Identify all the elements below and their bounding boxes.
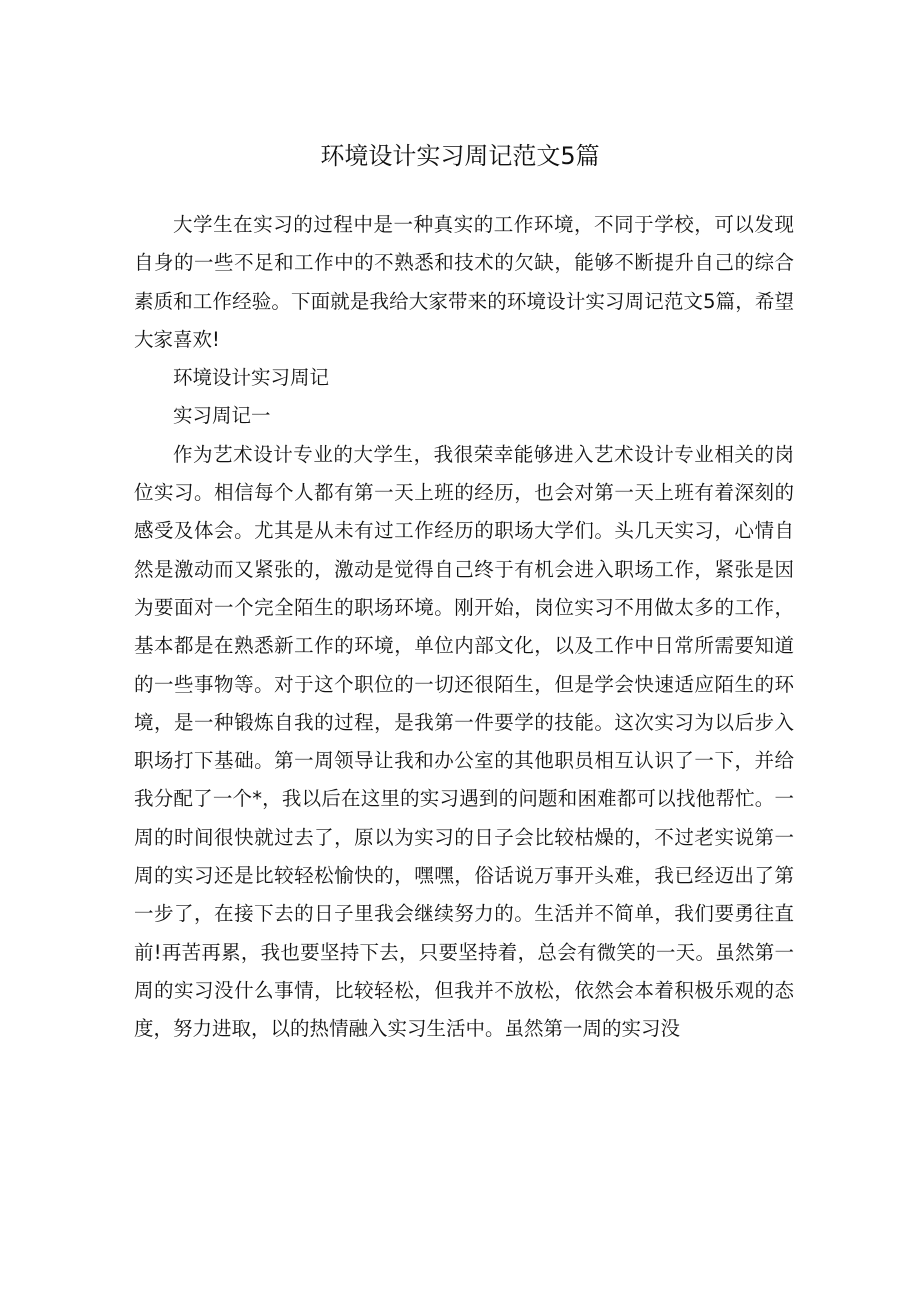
document-title: 环境设计实习周记范文5篇 — [320, 142, 600, 170]
document-body — [134, 206, 794, 1049]
body-paragraph: 作为艺术设计专业的大学生，我很荣幸能够进入艺术设计专业相关的岗位实习。相信每个人都有第一天上班的经历，也会对第一天上班有着深刻的感受及体会。尤其是从未有过工作经历的职场大学们。头几天实习，心情自然是激动而又紧张的，激动是觉得自己终于有机会进入职场工作，紧张是因为要面对一个完全陌生的职场环境。刚开始，岗位实习不用做太多的工作，基本都是在熟悉新工作的环境，单位内部文化，以及工作中日常所需要知道的一些事物等。对于这个职位的一切还很陌生，但是学会快速适应陌生的环境，是一种锻炼自我的过程，是我第一件要学的技能。这次实习为以后步入职场打下基础。第一周领导让我和办公室的其他职员相互认识了一下，并给我分配了一个*，我以后在这里的实习遇到的问题和困难都可以找他帮忙。一周的时间很快就过去了，原以为实习的日子会比较枯燥的，不过老实说第一周的实习还是比较轻松愉快的，嘿嘿，俗话说万事开头难，我已经迈出了第一步了，在接下去的日子里我会继续努力的。生活并不简单，我们要勇往直前!再苦再累，我也要坚持下去，只要坚持着，总会有微笑的一天。虽然第一周的实习没什么事情，比较轻松，但我并不放松，依然会本着积极乐观的态度，努力进取，以的热情融入实习生活中。虽然第一周的实习没 — [134, 442, 794, 1041]
intro-paragraph: 大学生在实习的过程中是一种真实的工作环境，不同于学校，可以发现自身的一些不足和工作中的不熟悉和技术的欠缺，能够不断提升自己的综合素质和工作经验。下面就是我给大家带来的环境设计实习周记范文5篇，希望大家喜欢! — [134, 213, 794, 351]
section-heading: 环境设计实习周记 — [173, 366, 330, 390]
subsection-heading: 实习周记一 — [173, 404, 271, 428]
